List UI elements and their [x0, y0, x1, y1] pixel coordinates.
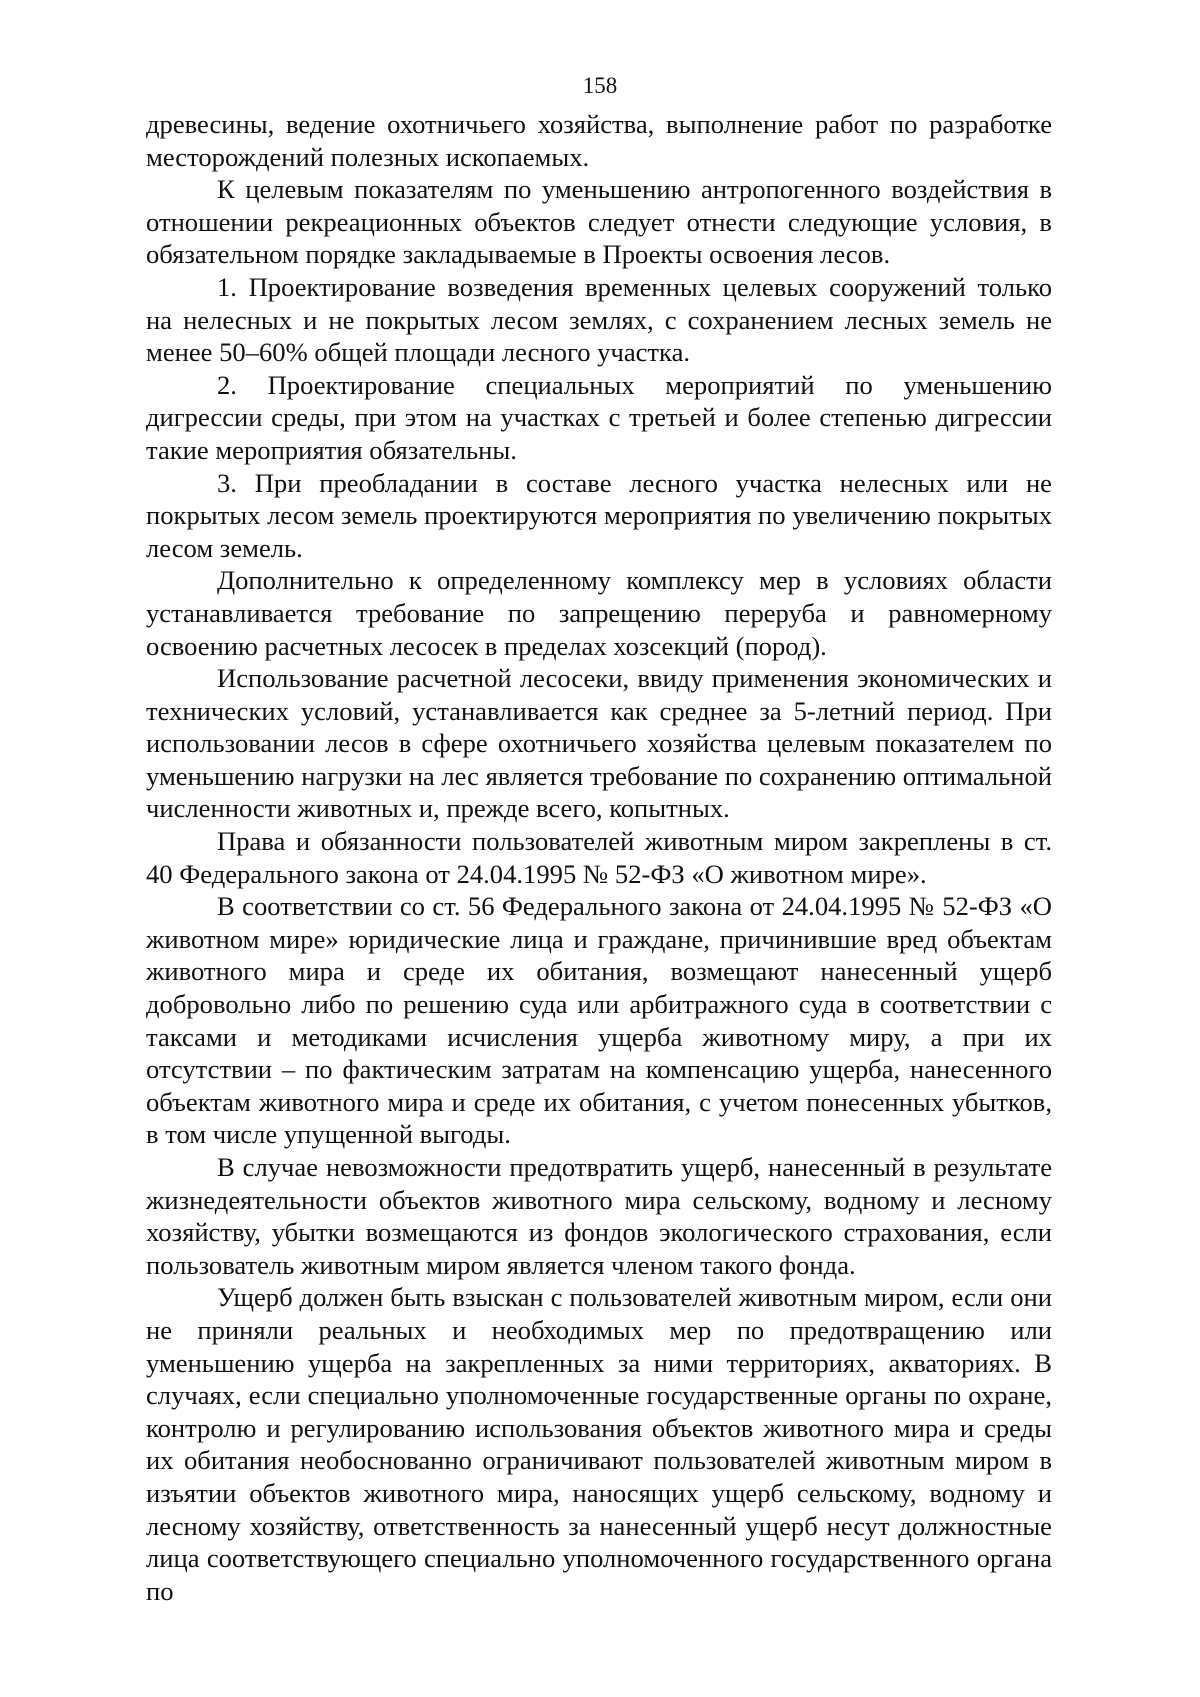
paragraph-item-2: 2. Проектирование специальных мероприятий по уменьшению дигрессии среды, при этом на участках с третьей и более степенью дигрессии такие мероприятия обязательны.	[146, 369, 1052, 465]
paragraph-item-3: 3. При преобладании в составе лесного участка нелесных или не покрытых лесом земель проектируются мероприятия по увеличению покрытых лесом земель.	[146, 467, 1052, 563]
paragraph-article-56: В соответствии со ст. 56 Федерального закона от 24.04.1995 № 52-ФЗ «О животном мире» юридические лица и граждане, причинившие вред объектам животного мира и среде их обитания, возмещают нанесенный ущерб добровольно либо по решению суда или арбитражного суда в соответствии с таксами и методиками исчисления ущерба животному миру, а при их отсутствии – по фактическим затратам на компенсацию ущерба, нанесенного объектам животного мира и среде их обитания, с учетом понесенных убытков, в том числе упущенной выгоды.	[146, 891, 1052, 1150]
paragraph-target-indicators: К целевым показателям по уменьшению антропогенного воздействия в отношении рекреационных объектов следует отнести следующие условия, в обязательном порядке закладываемые в Проекты освоения лесов.	[146, 174, 1052, 270]
paragraph-rights-duties: Права и обязанности пользователей животным миром закреплены в ст. 40 Федерального закона от 24.04.1995 № 52-ФЗ «О животном мире».	[146, 826, 1052, 889]
paragraph-continuation: древесины, ведение охотничьего хозяйства, выполнение работ по разработке месторождений полезных ископаемых.	[146, 109, 1052, 172]
page-number: 158	[582, 73, 618, 98]
paragraph-item-1: 1. Проектирование возведения временных целевых сооружений только на нелесных и не покрытых лесом землях, с сохранением лесных земель не менее 50–60% общей площади лесного участка.	[146, 271, 1052, 368]
paragraph-cutting-area: Использование расчетной лесосеки, ввиду применения экономических и технических условий, устанавливается как среднее за 5-летний период. При использовании лесов в сфере охотничьего хозяйства целевым показателем по уменьшению нагрузки на лес является требование по сохранению оптимальной численности животных и, прежде всего, копытных.	[146, 663, 1052, 824]
paragraph-damage-recovery: Ущерб должен быть взыскан с пользователей животным миром, если они не приняли реальных и необходимых мер по предотвращению или уменьшению ущерба на закрепленных за ними территориях, акваториях. В случаях, если специально уполномоченные государственные органы по охране, контролю и регулированию использования объектов животного мира и среды их обитания необоснованно ограничивают пользователей животным миром в изъятии объектов животного мира, наносящих ущерб сельскому, водному и лесному хозяйству, ответственность за нанесенный ущерб несут должностные лица соответствующего специально уполномоченного государственного органа по	[146, 1282, 1052, 1606]
paragraph-additional-measures: Дополнительно к определенному комплексу мер в условиях области устанавливается требование по запрещению переруба и равномерному освоению расчетных лесосек в пределах хозсекций (пород).	[146, 565, 1052, 661]
document-body	[146, 108, 1052, 1607]
paragraph-damage-prevention: В случае невозможности предотвратить ущерб, нанесенный в результате жизнедеятельности объектов животного мира сельскому, водному и лесному хозяйству, убытки возмещаются из фондов экологического страхования, если пользователь животным миром является членом такого фонда.	[146, 1152, 1052, 1280]
